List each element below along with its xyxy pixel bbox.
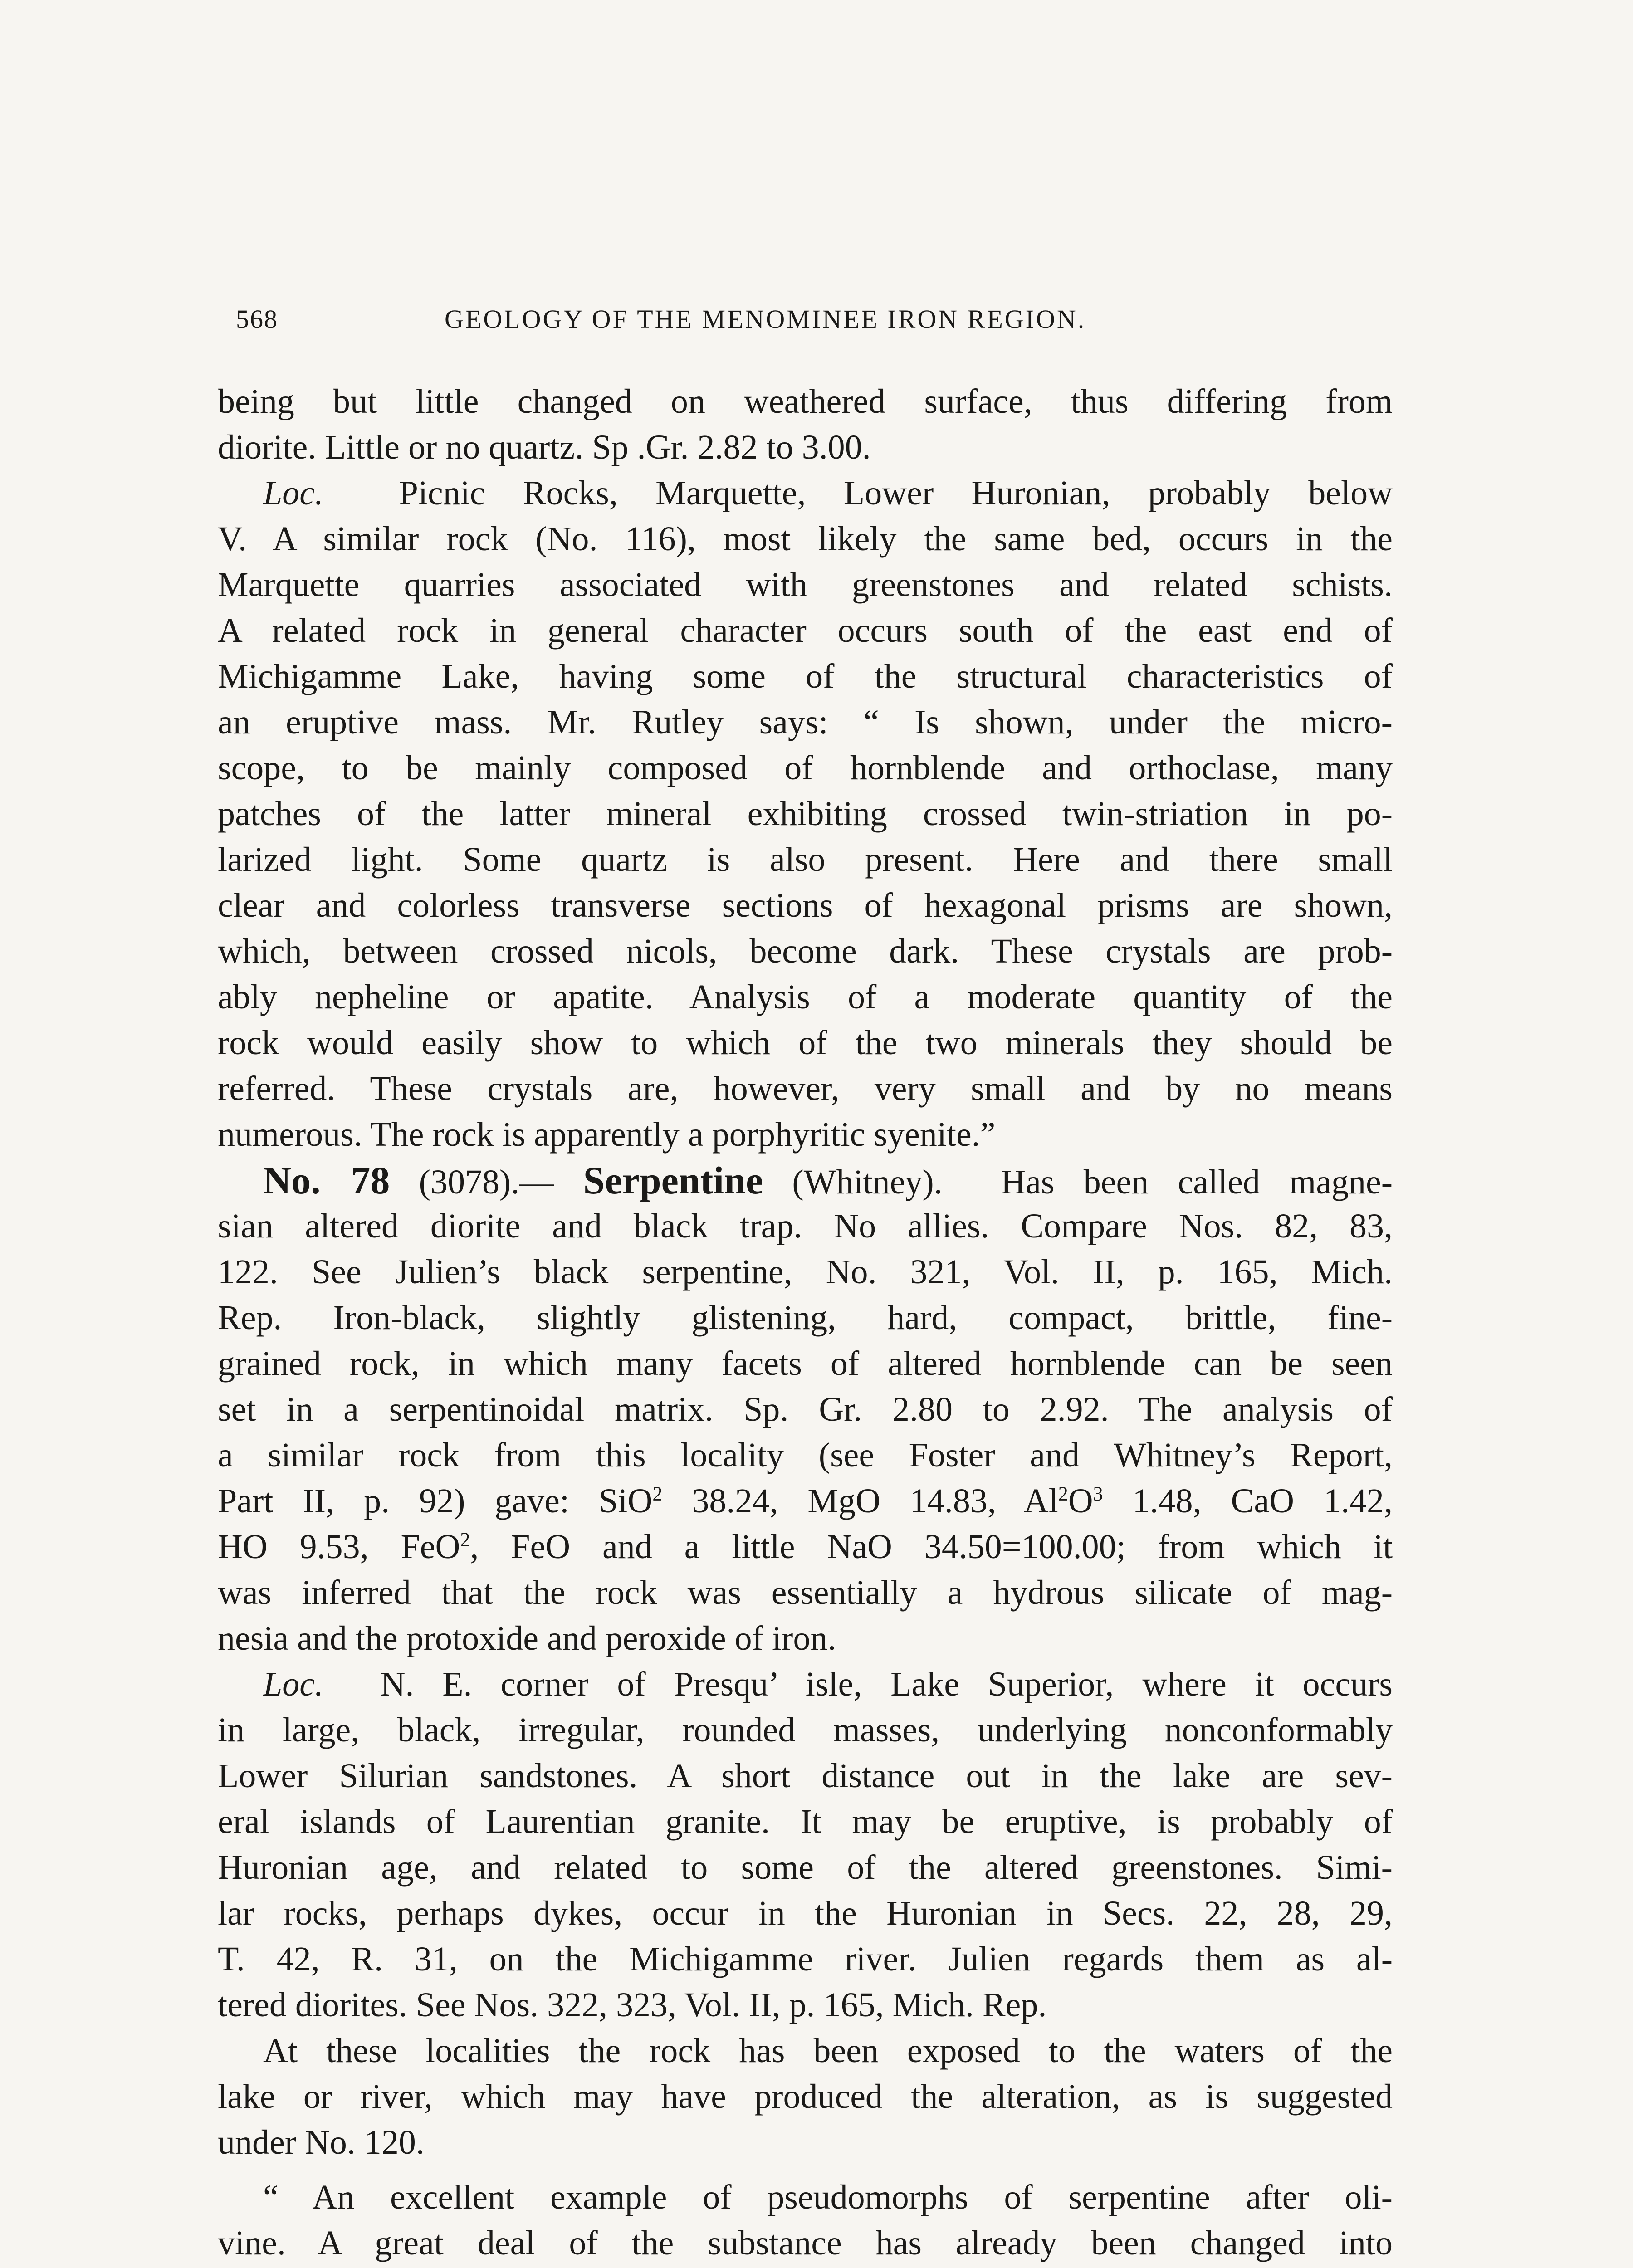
text-line: “ An excellent example of pseudomorphs of serpentine after oli-	[263, 2178, 1393, 2216]
text-segment: Picnic Rocks, Marquette, Lower Huronian, probably below	[399, 474, 1393, 512]
text-line: scope, to be mainly composed of hornblende and orthoclase, many	[218, 749, 1393, 787]
text-line: T. 42, R. 31, on the Michigamme river. Julien regards them as al-	[218, 1940, 1393, 1978]
entry-heading-line	[218, 1158, 1393, 1203]
text-line: referred. These crystals are, however, very small and by no means	[218, 1070, 1393, 1108]
text-line: tered diorites. See Nos. 322, 323, Vol. II, p. 165, Mich. Rep.	[218, 1986, 1047, 2024]
text-line: an eruptive mass. Mr. Rutley says: “ Is shown, under the micro-	[218, 703, 1393, 741]
text-line: ably nepheline or apatite. Analysis of a moderate quantity of the	[218, 978, 1393, 1016]
text-segment: N. E. corner of Presqu’ isle, Lake Superior, where it occurs	[380, 1665, 1393, 1703]
text-line: lake or river, which may have produced the alteration, as is suggested	[218, 2077, 1393, 2116]
superscript: 2	[1058, 1482, 1068, 1505]
superscript: 2	[652, 1482, 663, 1505]
text-line: Michigamme Lake, having some of the structural characteristics of	[218, 657, 1393, 695]
text-line: in large, black, irregular, rounded masses, underlying nonconformably	[218, 1711, 1393, 1749]
text-line: sian altered diorite and black trap. No allies. Compare Nos. 82, 83,	[218, 1207, 1393, 1245]
text-line: grained rock, in which many facets of altered hornblende can be seen	[218, 1344, 1393, 1383]
text-line: numerous. The rock is apparently a porphyritic syenite.”	[218, 1115, 996, 1154]
text-segment: 1.48, CaO 1.42,	[1103, 1482, 1393, 1520]
entry-authority: (Whitney).	[792, 1163, 943, 1201]
text-line: was inferred that the rock was essentially a hydrous silicate of mag-	[218, 1574, 1393, 1612]
text-line	[218, 2266, 1393, 2268]
text-line: eral islands of Laurentian granite. It may be eruptive, is probably of	[218, 1803, 1393, 1841]
superscript: 3	[1093, 1482, 1103, 1505]
text-segment: HO 9.53, FeO	[218, 1528, 460, 1566]
text-segment: , FeO and a little NaO 34.50=100.00; from which it	[470, 1528, 1393, 1566]
text-segment: O	[1068, 1482, 1093, 1520]
superscript: 2	[460, 1528, 470, 1551]
entry-catalog: (3078).—	[419, 1163, 554, 1201]
loc-label: Loc.	[263, 474, 323, 512]
text-line: V. A similar rock (No. 116), most likely the same bed, occurs in the	[218, 520, 1393, 558]
loc-label: Loc.	[263, 1665, 323, 1703]
running-title: GEOLOGY OF THE MENOMINEE IRON REGION.	[445, 304, 1086, 334]
text-line: rock would easily show to which of the two minerals they should be	[218, 1024, 1393, 1062]
text-line: clear and colorless transverse sections of hexagonal prisms are shown,	[218, 886, 1393, 924]
text-segment: Has been called magne-	[1001, 1163, 1393, 1201]
text-line: being but little changed on weathered surface, thus differing from	[218, 382, 1393, 420]
text-line: larized light. Some quartz is also present. Here and there small	[218, 841, 1393, 879]
text-line	[218, 470, 1393, 516]
entry-number: No. 78	[263, 1158, 390, 1202]
text-line: Rep. Iron-black, slightly glistening, hard, compact, brittle, fine-	[218, 1299, 1393, 1337]
body-text	[218, 379, 1393, 2268]
analysis-line	[218, 1524, 1393, 1570]
text-line: a similar rock from this locality (see Foster and Whitney’s Report,	[218, 1436, 1393, 1474]
text-line: nesia and the protoxide and peroxide of iron.	[218, 1619, 836, 1657]
text-line: lar rocks, perhaps dykes, occur in the Huronian in Secs. 22, 28, 29,	[218, 1894, 1393, 1932]
entry-name: Serpentine	[583, 1158, 763, 1202]
text-line: set in a serpentinoidal matrix. Sp. Gr. 2.80 to 2.92. The analysis of	[218, 1390, 1393, 1428]
text-line: At these localities the rock has been exposed to the waters of the	[263, 2032, 1393, 2070]
text-line: 122. See Julien’s black serpentine, No. 321, Vol. II, p. 165, Mich.	[218, 1253, 1393, 1291]
text-line: Marquette quarries associated with greenstones and related schists.	[218, 566, 1393, 604]
text-line: A related rock in general character occurs south of the east end of	[218, 611, 1393, 650]
text-line: under No. 120.	[218, 2123, 425, 2161]
text-line: diorite. Little or no quartz. Sp .Gr. 2.82 to 3.00.	[218, 428, 871, 466]
analysis-line	[218, 1478, 1393, 1524]
text-line: Lower Silurian sandstones. A short distance out in the lake are sev-	[218, 1757, 1393, 1795]
running-head	[236, 304, 1397, 345]
page-number: 568	[236, 304, 278, 334]
text-segment: 38.24, MgO 14.83, Al	[662, 1482, 1058, 1520]
text-segment: Part II, p. 92) gave: SiO	[218, 1482, 653, 1520]
text-line	[218, 1662, 1393, 1707]
text-line: patches of the latter mineral exhibiting crossed twin-striation in po-	[218, 795, 1393, 833]
text-line: Huronian age, and related to some of the altered greenstones. Simi-	[218, 1848, 1393, 1887]
text-line: vine. A great deal of the substance has already been changed into	[218, 2224, 1393, 2262]
text-line: which, between crossed nicols, become dark. These crystals are prob-	[218, 932, 1393, 970]
